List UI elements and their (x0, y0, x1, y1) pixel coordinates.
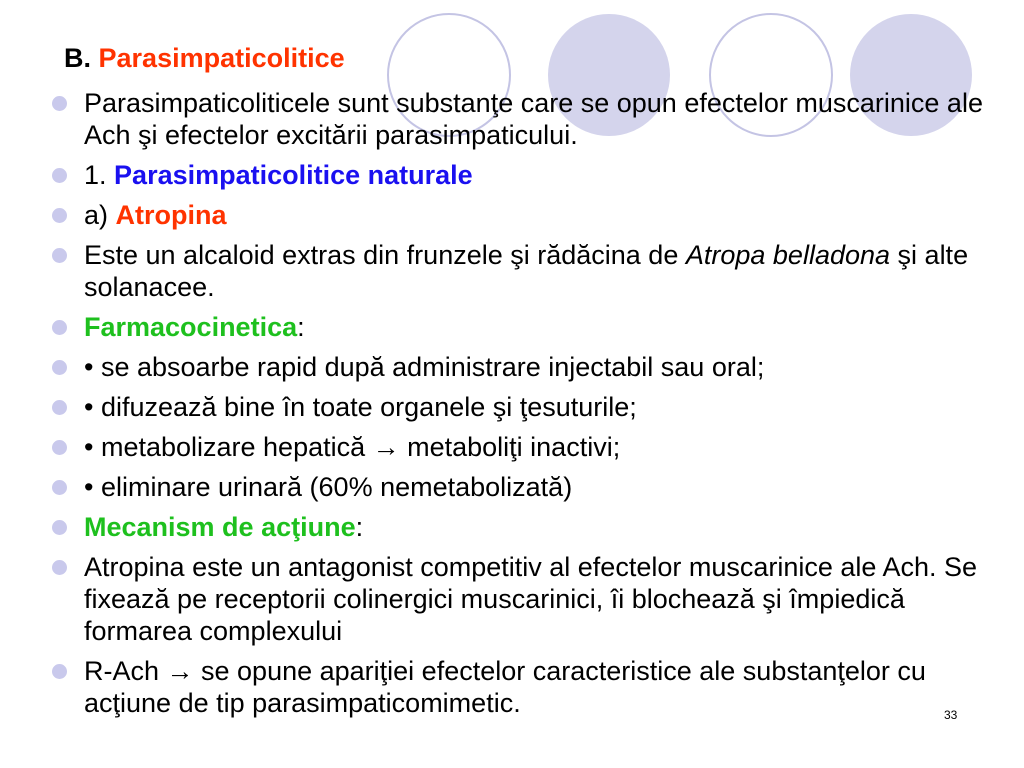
subheading-natural-parasympatholytics: Parasimpaticolitice naturale (114, 160, 473, 190)
bullet-dot (52, 320, 67, 335)
bullet-dot (52, 560, 67, 575)
list-item (46, 159, 986, 191)
title-text: Parasimpaticolitice (98, 43, 345, 73)
subheading-atropine: Atropina (115, 200, 227, 230)
page-number: 33 (944, 708, 958, 722)
list-item (46, 351, 986, 383)
slide-title (64, 38, 345, 78)
colon: : (355, 512, 364, 542)
item-text: • difuzează bine în toate organele şi ţesuturile; (84, 392, 637, 422)
list-item (46, 87, 986, 151)
bullet-dot (52, 96, 67, 111)
item-text: Atropina este un antagonist competitiv al efectelor muscarinice ale Ach. Se fixează pe receptorii colinergici muscarinici, îi blochează şi împiedică formarea complexului (84, 552, 977, 646)
bullet-dot (52, 208, 67, 223)
item-prefix: 1. (84, 160, 107, 190)
bullet-dot (52, 400, 67, 415)
list-item (46, 431, 986, 463)
item-text: • eliminare urinară (60% nemetabolizată) (84, 472, 573, 502)
item-text: R-Ach → se opune apariţiei efectelor caracteristice ale substanţelor cu acţiune de tip parasimpaticomimetic. (84, 656, 926, 718)
bullet-dot (52, 480, 67, 495)
item-text: • metabolizare hepatică → metaboliţi inactivi; (84, 432, 621, 462)
list-item (46, 391, 986, 423)
item-text: şi alte solanacee. (84, 240, 969, 302)
list-item (46, 471, 986, 503)
list-item (46, 511, 986, 543)
bullet-dot (52, 168, 67, 183)
subheading-pharmacokinetics: Farmacocinetica (84, 312, 298, 342)
bullet-dot (52, 360, 67, 375)
list-item (46, 199, 986, 231)
species-name: Atropa belladona (685, 240, 891, 270)
list-item (46, 311, 986, 343)
subheading-mechanism: Mecanism de acţiune (84, 512, 356, 542)
bullet-dot (52, 520, 67, 535)
bullet-list (46, 87, 986, 727)
title-prefix: B. (64, 43, 91, 73)
colon: : (297, 312, 305, 342)
bullet-dot (52, 440, 67, 455)
list-item (46, 655, 986, 719)
item-prefix: a) (84, 200, 109, 230)
item-text: Parasimpaticoliticele sunt substanţe care se opun efectelor muscarinice ale Ach şi efectelor excitării parasimpaticului. (84, 88, 983, 150)
list-item (46, 551, 986, 647)
bullet-dot (52, 664, 67, 679)
list-item (46, 239, 986, 303)
item-text: • se absoarbe rapid după administrare injectabil sau oral; (84, 352, 765, 382)
bullet-dot (52, 248, 67, 263)
item-text: Este un alcaloid extras din frunzele şi rădăcina de (84, 240, 679, 270)
